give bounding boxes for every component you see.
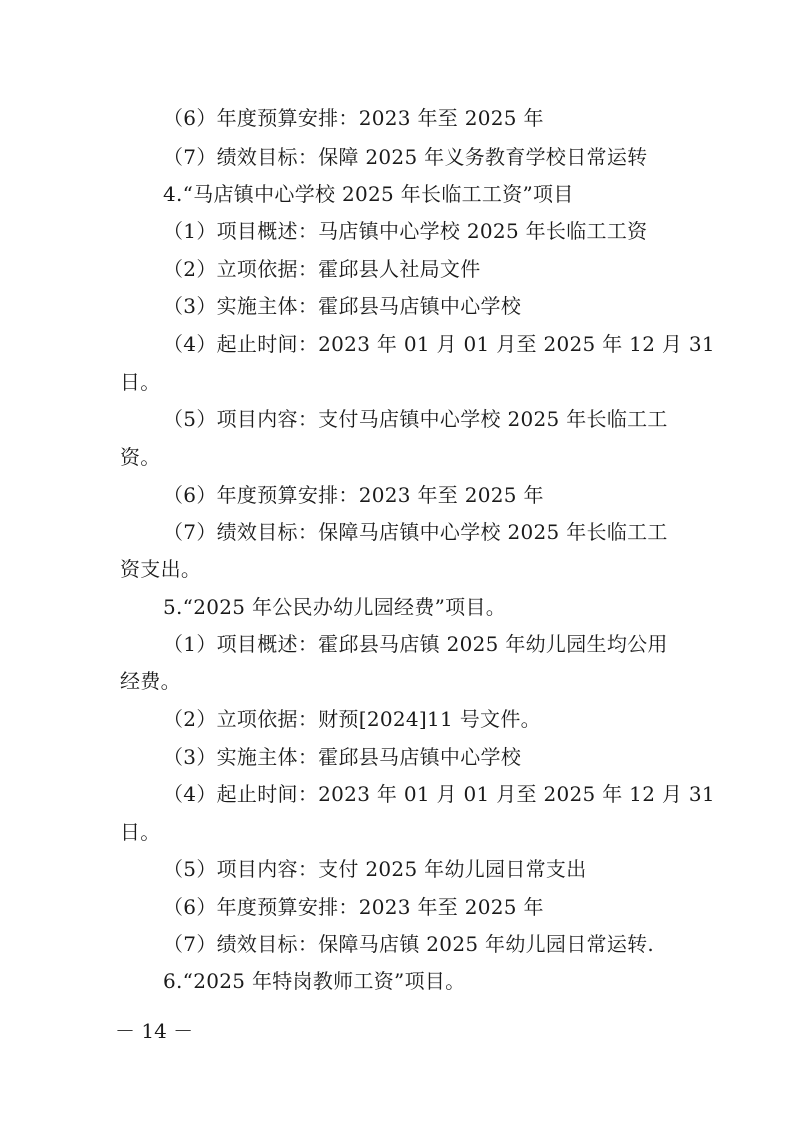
text-line-continuation: 资。 bbox=[120, 445, 161, 469]
text-line: （3）实施主体：霍邱县马店镇中心学校 bbox=[163, 745, 522, 769]
text-line: （2）立项依据：霍邱县人社局文件 bbox=[163, 257, 481, 281]
text-line: （7）绩效目标：保障 2025 年义务教育学校日常运转 bbox=[163, 145, 648, 169]
text-line-continuation: 资支出。 bbox=[120, 557, 202, 581]
text-line-continuation: 日。 bbox=[120, 820, 161, 844]
text-line: （6）年度预算安排：2023 年至 2025 年 bbox=[163, 895, 544, 919]
text-line: （7）绩效目标：保障马店镇 2025 年幼儿园日常运转. bbox=[163, 932, 655, 956]
text-line: （3）实施主体：霍邱县马店镇中心学校 bbox=[163, 294, 522, 318]
text-line: （1）项目概述：霍邱县马店镇 2025 年幼儿园生均公用 bbox=[163, 632, 668, 656]
text-line-continuation: 日。 bbox=[120, 370, 161, 394]
section-heading: 5.“2025 年公民办幼儿园经费”项目。 bbox=[163, 595, 507, 619]
text-line: （7）绩效目标：保障马店镇中心学校 2025 年长临工工 bbox=[163, 520, 668, 544]
text-line: （5）项目内容：支付 2025 年幼儿园日常支出 bbox=[163, 857, 587, 881]
section-heading: 4.“马店镇中心学校 2025 年长临工工资”项目 bbox=[163, 182, 574, 206]
text-line-continuation: 经费。 bbox=[120, 669, 181, 693]
text-line: （6）年度预算安排：2023 年至 2025 年 bbox=[163, 106, 544, 130]
section-heading: 6.“2025 年特岗教师工资”项目。 bbox=[163, 969, 466, 993]
text-line: （4）起止时间：2023 年 01 月 01 月至 2025 年 12 月 31 bbox=[163, 332, 715, 356]
text-line: （4）起止时间：2023 年 01 月 01 月至 2025 年 12 月 31 bbox=[163, 782, 715, 806]
page-number: － 14 － bbox=[115, 1019, 194, 1043]
text-line: （2）立项依据：财预[2024]11 号文件。 bbox=[163, 707, 541, 731]
text-line: （5）项目内容：支付马店镇中心学校 2025 年长临工工 bbox=[163, 407, 668, 431]
text-line: （1）项目概述：马店镇中心学校 2025 年长临工工资 bbox=[163, 219, 648, 243]
text-line: （6）年度预算安排：2023 年至 2025 年 bbox=[163, 483, 544, 507]
